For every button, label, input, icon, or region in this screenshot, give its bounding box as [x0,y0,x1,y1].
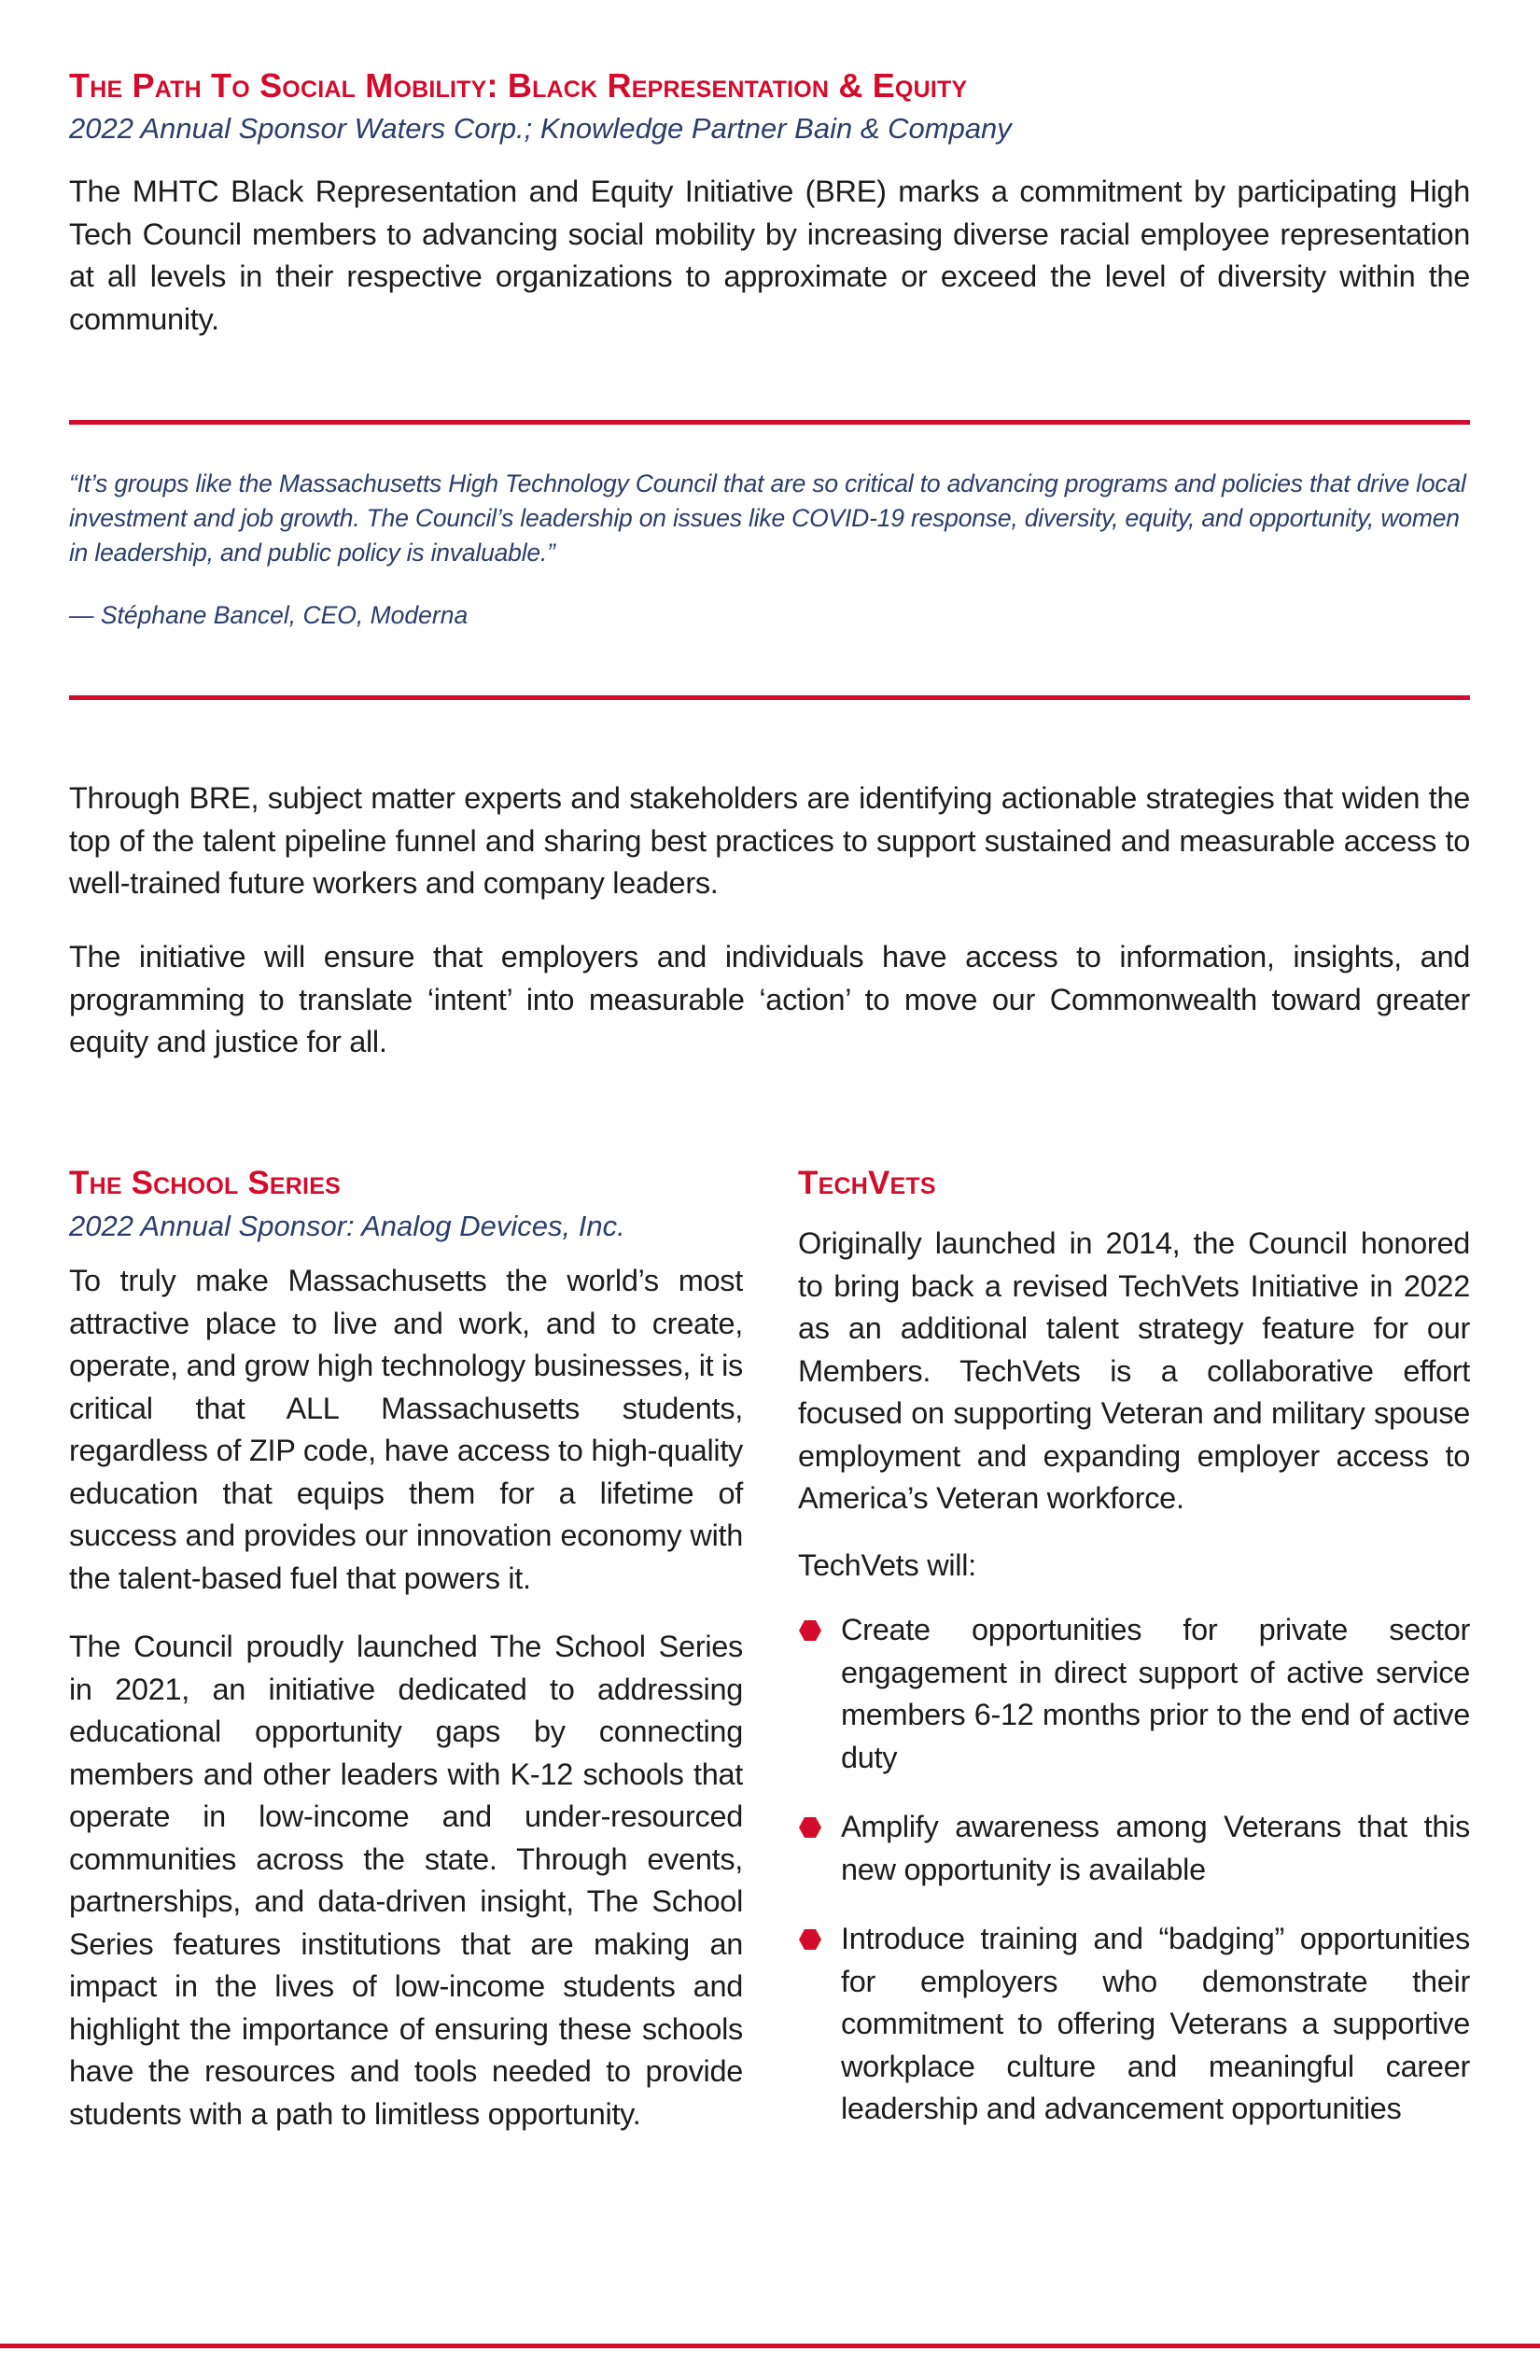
bre-title: The Path To Social Mobility: Black Representation & Equity [69,66,968,105]
testimonial-quote-block [69,467,1470,633]
school-series-paragraph-1: To truly make Massachusetts the world’s most attractive place to live and work, and to create, operate, and grow high technology businesses, it is critical that ALL Massachusetts students, regardless of ZIP code, have access to high-quality education that equips them for a lifetime of success and provides our innovation economy with the talent-based fuel that powers it. [69,1264,743,1595]
hexagon-bullet-icon [799,1620,821,1641]
hexagon-bullet-icon [799,1929,821,1950]
school-series-section [69,1165,743,2135]
quote-top-divider [69,420,1470,425]
techvets-bullet-text: Introduce training and “badging” opportunities for employers who demonstrate their commitment to offering Veterans a supportive workplace culture and meaningful career leadership and advancement opportunities [841,1922,1470,2125]
bre-paragraph-2: The initiative will ensure that employers and individuals have access to information, insights, and programming to translate ‘intent’ into measurable ‘action’ to move our Commonwealth toward greater equity and justice for all. [69,940,1470,1058]
techvets-bullet-list [798,1609,1470,2131]
school-series-sponsor-subtitle: 2022 Annual Sponsor: Analog Devices, Inc. [69,1210,625,1242]
testimonial-quote-text: “It’s groups like the Massachusetts High Technology Council that are so critical to advancing programs and policies that drive local investment and job growth. The Council’s leadership on issues like COVID-19 response, diversity, equity, and opportunity, women in leadership, and public policy is invaluable.” [69,469,1466,567]
page-bottom-divider [0,2344,1540,2348]
techvets-bullet-item [798,1609,1470,1779]
school-series-paragraph-2: The Council proudly launched The School Series in 2021, an initiative dedicated to addressing educational opportunity gaps by connecting members and other leaders with K-12 schools that operate in low-income and under-resourced communities across the state. Through events, partnerships, and data-driven insight, The School Series features institutions that are making an impact in the lives of low-income students and highlight the importance of ensuring these schools have the resources and tools needed to provide students with a path to limitless opportunity. [69,1630,743,2131]
techvets-bullet-text: Amplify awareness among Veterans that this new opportunity is available [841,1810,1470,1886]
hexagon-bullet-icon [799,1817,821,1838]
techvets-section [798,1165,1470,2158]
techvets-title: TechVets [798,1165,936,1201]
testimonial-attribution: — Stéphane Bancel, CEO, Moderna [69,601,469,629]
techvets-bullet-text: Create opportunities for private sector engagement in direct support of active service members 6-12 months prior to the end of active duty [841,1613,1470,1774]
bre-paragraph-1: Through BRE, subject matter experts and stakeholders are identifying actionable strategies that widen the top of the talent pipeline funnel and sharing best practices to support sustained and measurable access to well-trained future workers and company leaders. [69,781,1470,900]
techvets-lead-in: TechVets will: [798,1547,976,1582]
bre-sponsor-subtitle: 2022 Annual Sponsor Waters Corp.; Knowledge Partner Bain & Company [69,112,1012,145]
quote-bottom-divider [69,695,1470,700]
school-series-title: The School Series [69,1165,341,1201]
techvets-bullet-item [798,1806,1470,1891]
bre-intro-paragraph: The MHTC Black Representation and Equity Initiative (BRE) marks a commitment by participating High Tech Council members to advancing social mobility by increasing diverse racial employee representation at all levels in their respective organizations to approximate or exceed the level of diversity within the community. [69,175,1470,336]
techvets-bullet-item [798,1918,1470,2131]
techvets-intro-paragraph: Originally launched in 2014, the Council honored to bring back a revised TechVets Initiative in 2022 as an additional talent strategy feature for our Members. TechVets is a collaborative effort focused on supporting Veteran and military spouse employment and expanding employer access to America’s Veteran workforce. [798,1226,1470,1515]
